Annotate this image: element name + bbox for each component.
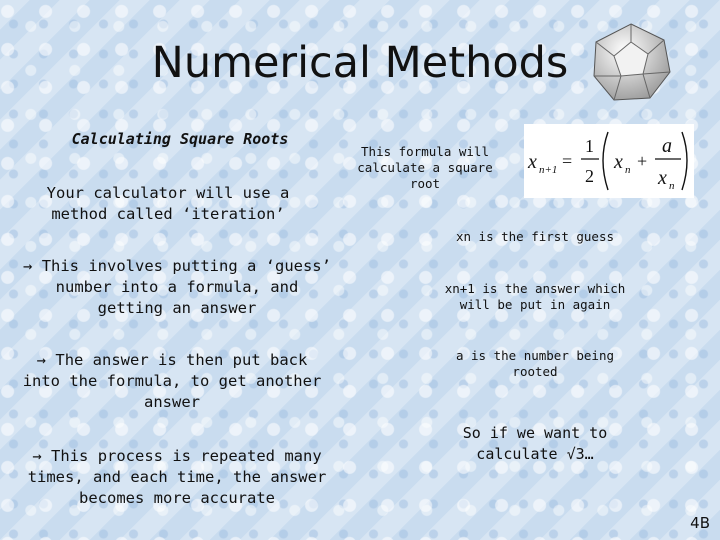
dodecahedron-icon [588, 20, 674, 106]
bullet-3 [22, 446, 332, 509]
a-numerator: a [662, 135, 672, 157]
a-note: a is the number being rooted [455, 348, 615, 379]
svg-text:n: n [625, 164, 631, 176]
arrow-icon: → [23, 257, 33, 275]
svg-text:n: n [669, 180, 675, 192]
subheading: Calculating Square Roots [71, 130, 289, 148]
arrow-icon: → [36, 351, 47, 369]
svg-text:x: x [614, 151, 623, 173]
plus-sign: + [637, 151, 648, 171]
arrow-icon: → [32, 447, 42, 465]
slide-badge: 4B [690, 514, 710, 532]
xn-note: xn is the first guess [455, 229, 615, 244]
xn1-note: xn+1 is the answer which will be put in again [444, 281, 626, 312]
page-title: Numerical Methods [151, 38, 569, 88]
square-root-formula [524, 124, 694, 198]
svg-text:n+1: n+1 [539, 164, 558, 176]
half-denominator: 2 [585, 166, 594, 186]
bullet-3-text: This process is repeated many times, and each time, the answer becomes more accurate [27, 447, 327, 507]
half-numerator: 1 [585, 136, 594, 156]
svg-text:x: x [528, 151, 537, 173]
bullet-2 [22, 350, 322, 413]
intro-text: Your calculator will use a method called ‘iteration’ [46, 184, 290, 223]
equals-sign: = [562, 151, 573, 171]
formula-note: This formula will calculate a square root [357, 144, 493, 191]
sqrt3-note: So if we want to calculate √3… [462, 424, 608, 463]
svg-text:x: x [658, 167, 667, 189]
bullet-1 [22, 256, 332, 319]
bullet-1-text: This involves putting a ‘guess’ number into a formula, and getting an answer [41, 257, 331, 317]
bullet-2-text: The answer is then put back into the formula, to get another answer [22, 351, 322, 411]
